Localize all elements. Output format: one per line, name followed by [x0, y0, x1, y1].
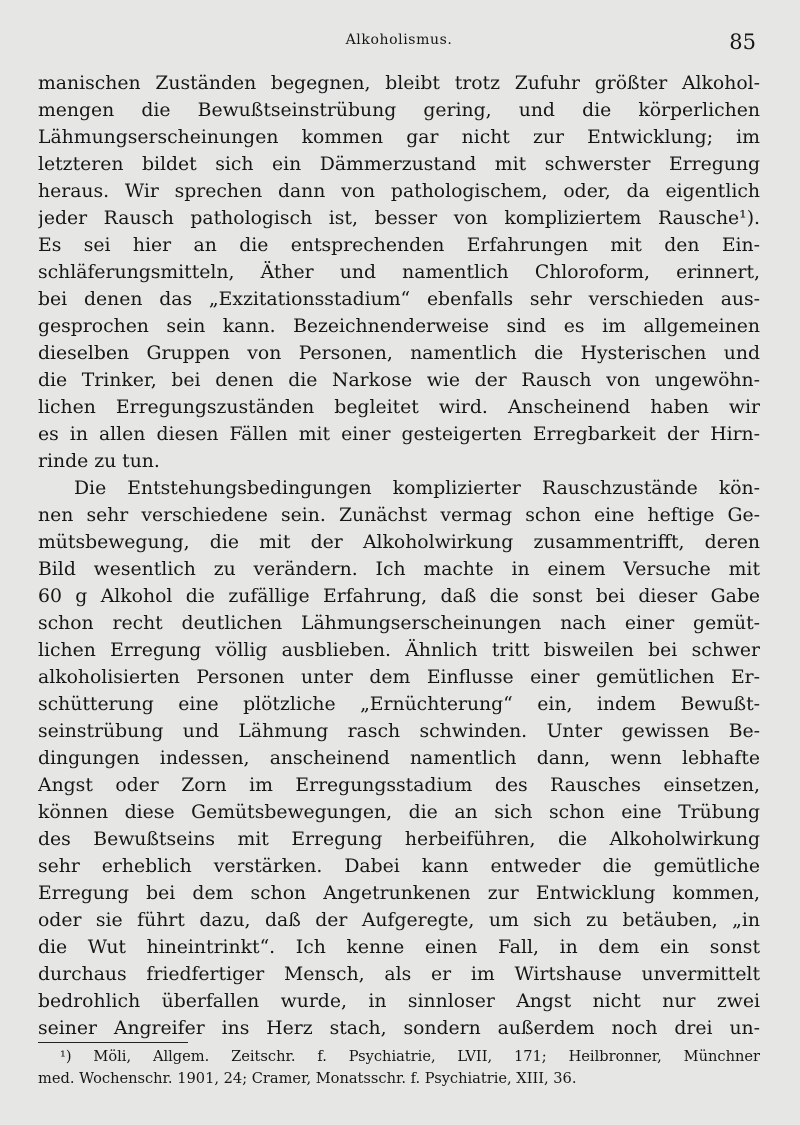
footnote-line: med. Wochenschr. 1901, 24; Cramer, Monatsschr. f. Psychiatrie, XIII, 36.	[38, 1070, 577, 1087]
text-line: jeder Rausch pathologisch ist, besser von kompliziertem Rausche¹).	[38, 208, 760, 229]
text-line: nen sehr verschiedene sein. Zunächst vermag schon eine heftige Ge-	[38, 505, 760, 526]
text-line: bei denen das „Exzitationsstadium“ ebenfalls sehr verschieden aus-	[38, 289, 760, 310]
text-line: lichen Erregungszuständen begleitet wird. Anscheinend haben wir	[38, 397, 760, 418]
page-number: 85	[729, 30, 756, 54]
text-line: bedrohlich überfallen wurde, in sinnloser Angst nicht nur zwei	[38, 991, 760, 1012]
text-line: durchaus friedfertiger Mensch, als er im Wirtshause unvermittelt	[38, 964, 760, 985]
text-line: schläferungsmitteln, Äther und namentlich Chloroform, erinnert,	[38, 262, 760, 283]
text-line: Erregung bei dem schon Angetrunkenen zur Entwicklung kommen,	[38, 883, 760, 904]
paragraph-start-line: Die Entstehungsbedingungen komplizierter Rauschzustände kön-	[74, 478, 760, 499]
paragraph-end-line: rinde zu tun.	[38, 451, 160, 472]
text-line: lichen Erregung völlig ausblieben. Ähnlich tritt bisweilen bei schwer	[38, 640, 760, 661]
text-line: 60 g Alkohol die zufällige Erfahrung, daß die sonst bei dieser Gabe	[38, 586, 760, 607]
text-line: gesprochen sein kann. Bezeichnenderweise sind es im allgemeinen	[38, 316, 760, 337]
body-text	[38, 70, 760, 1042]
text-line: seinstrübung und Lähmung rasch schwinden. Unter gewissen Be-	[38, 721, 760, 742]
text-line: letzteren bildet sich ein Dämmerzustand mit schwerster Erregung	[38, 154, 760, 175]
text-line: schon recht deutlichen Lähmungserscheinungen nach einer gemüt-	[38, 613, 760, 634]
text-line: seiner Angreifer ins Herz stach, sondern außerdem noch drei un-	[38, 1018, 760, 1039]
footnote-line: ¹) Möli, Allgem. Zeitschr. f. Psychiatrie, LVII, 171; Heilbronner, Münchner	[60, 1048, 760, 1065]
text-line: Lähmungserscheinungen kommen gar nicht zur Entwicklung; im	[38, 127, 760, 148]
text-line: alkoholisierten Personen unter dem Einflusse einer gemütlichen Er-	[38, 667, 760, 688]
footnote-rule	[38, 1042, 188, 1043]
text-line: dingungen indessen, anscheinend namentlich dann, wenn lebhafte	[38, 748, 760, 769]
text-line: können diese Gemütsbewegungen, die an sich schon eine Trübung	[38, 802, 760, 823]
text-line: schütterung eine plötzliche „Ernüchterung“ ein, indem Bewußt-	[38, 694, 760, 715]
text-line: es in allen diesen Fällen mit einer gesteigerten Erregbarkeit der Hirn-	[38, 424, 760, 445]
text-line: die Trinker, bei denen die Narkose wie der Rausch von ungewöhn-	[38, 370, 760, 391]
text-line: mengen die Bewußtseinstrübung gering, und die körperlichen	[38, 100, 760, 121]
text-line: heraus. Wir sprechen dann von pathologischem, oder, da eigentlich	[38, 181, 760, 202]
text-line: Bild wesentlich zu verändern. Ich machte in einem Versuche mit	[38, 559, 760, 580]
text-line: des Bewußtseins mit Erregung herbeiführen, die Alkoholwirkung	[38, 829, 760, 850]
text-line: manischen Zuständen begegnen, bleibt trotz Zufuhr größter Alkohol-	[38, 73, 760, 94]
text-line: Angst oder Zorn im Erregungsstadium des Rausches einsetzen,	[38, 775, 760, 796]
text-line: mütsbewegung, die mit der Alkoholwirkung zusammentrifft, deren	[38, 532, 760, 553]
text-line: die Wut hineintrinkt“. Ich kenne einen Fall, in dem ein sonst	[38, 937, 760, 958]
text-line: Es sei hier an die entsprechenden Erfahrungen mit den Ein-	[38, 235, 760, 256]
text-line: sehr erheblich verstärken. Dabei kann entweder die gemütliche	[38, 856, 760, 877]
text-line: oder sie führt dazu, daß der Aufgeregte, um sich zu betäuben, „in	[38, 910, 760, 931]
text-line: dieselben Gruppen von Personen, namentlich die Hysterischen und	[38, 343, 760, 364]
footnotes	[38, 1046, 760, 1090]
page-header	[38, 30, 760, 56]
running-head: Alkoholismus.	[345, 32, 453, 48]
